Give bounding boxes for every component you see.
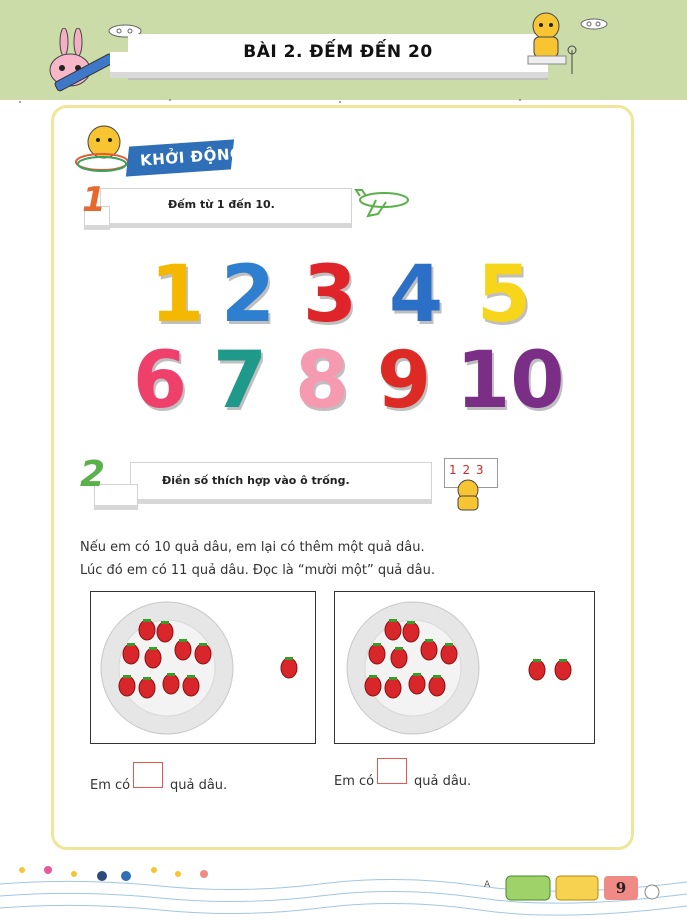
cat-mascot-icon [524,10,584,80]
cloud-icon [580,17,608,31]
exercise-2-image [334,591,595,744]
answer-1-suffix: quả dâu. [170,778,228,793]
title-plank [128,34,548,78]
number-6: 6 [132,336,188,426]
page-title: BÀI 2. ĐẾM ĐẾN 20 [243,42,433,62]
answer-1-prefix: Em có [90,778,131,793]
exercise-1-image [90,591,316,744]
number-7: 7 [212,336,268,426]
page-number: 9 [604,876,638,900]
warmup-label: KHỞI ĐỘNG [139,144,244,170]
calendar-digits: 1 2 3 [449,463,485,477]
airplane-icon [354,186,416,220]
strawberry-plate-illustration [335,592,594,743]
section1-instruction: Đếm từ 1 đến 10. [168,198,275,211]
answer-1-input-box[interactable] [133,762,163,788]
section1-number: 1 [82,180,106,220]
answer-2-suffix: quả dâu. [414,774,472,789]
number-5: 5 [476,250,532,340]
cat-with-hoop-icon [72,120,132,182]
number-8: 8 [294,336,350,426]
number-9: 9 [376,336,432,426]
paragraph-line-2: Lúc đó em có 11 quả dâu. Đọc là “mười một” quả dâu. [80,563,435,578]
number-4: 4 [388,250,444,340]
footer-letter: A [484,880,491,890]
number-10: 10 [456,336,565,426]
number-2: 2 [220,250,276,340]
section2-instruction: Điền số thích hợp vào ô trống. [162,474,350,487]
number-1: 1 [150,250,205,340]
section2-number: 2 [80,454,106,495]
paragraph-line-1: Nếu em có 10 quả dâu, em lại có thêm một quả dâu. [80,540,425,555]
answer-2-prefix: Em có [334,774,375,789]
answer-2-input-box[interactable] [377,758,407,784]
footer-decoration [0,856,687,921]
cat-holding-sign-icon [452,476,486,512]
number-3: 3 [302,250,358,340]
strawberry-plate-illustration [91,592,315,743]
